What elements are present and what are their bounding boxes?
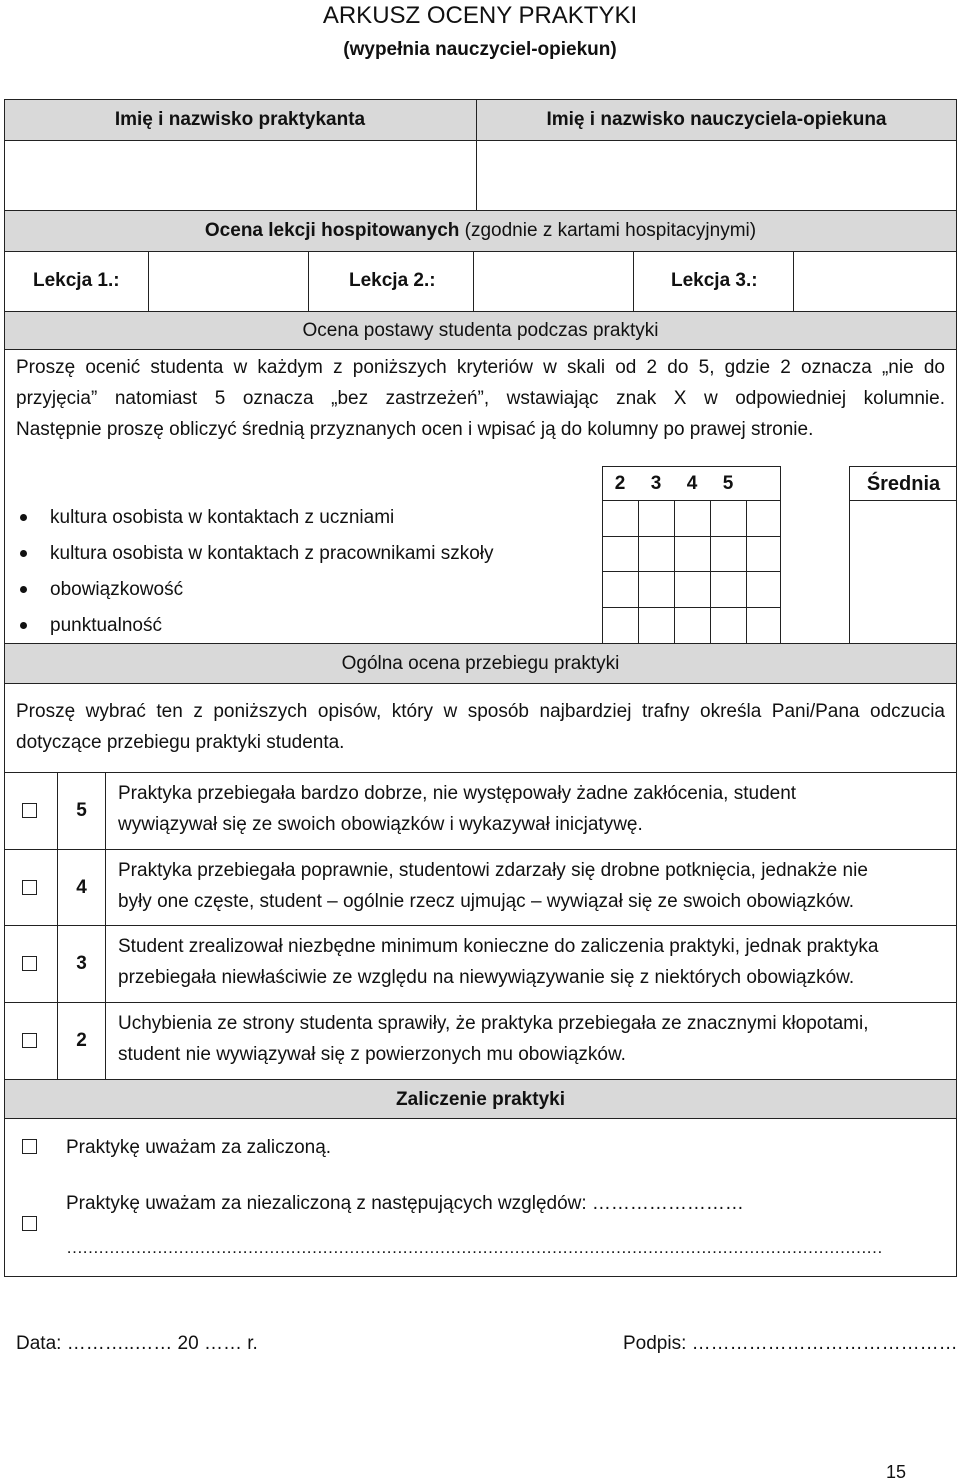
- bullet-icon: [20, 622, 27, 629]
- teacher-name-field[interactable]: [478, 142, 955, 208]
- criterion-1-grade-3-cell[interactable]: [640, 502, 673, 535]
- criterion-1-grade-4-cell[interactable]: [676, 502, 709, 535]
- criterion-3-grade-3-cell[interactable]: [640, 573, 673, 606]
- option-4-text-line-1: Praktyka przebiegała poprawnie, studentowi zdarzały się drobne potknięcia, jednakże nie: [118, 860, 868, 881]
- criterion-2-grade-3-cell[interactable]: [640, 538, 673, 570]
- bullet-icon: [20, 586, 27, 593]
- bullet-icon: [20, 550, 27, 557]
- criterion-1-grade-2-cell[interactable]: [604, 502, 637, 535]
- option-3-text-line-1: Student zrealizował niezbędne minimum konieczne do zaliczenia praktyki, jednak praktyka: [118, 936, 879, 957]
- criterion-2-grade-2-cell[interactable]: [604, 538, 637, 570]
- option-3-text-line-2: przebiegała niewłaściwie ze względu na niewywiązywanie się z niektórych obowiązków.: [118, 967, 855, 988]
- overall-title: Ogólna ocena przebiegu praktyki: [341, 653, 620, 674]
- failed-reason-label: Praktykę uważam za niezaliczoną z następujących względów: ……………………: [66, 1193, 744, 1214]
- overall-instruction-2: dotyczące przebiegu praktyki studenta.: [16, 732, 345, 753]
- option-5-checkbox[interactable]: [22, 803, 37, 818]
- page-number: 15: [886, 1462, 907, 1482]
- option-2-text-line-1: Uchybienia ze strony studenta sprawiły, że praktyka przebiegała ze znacznymi kłopotami,: [118, 1013, 869, 1034]
- option-2-checkbox[interactable]: [22, 1033, 37, 1048]
- attitude-instruction-1: Proszę ocenić studenta w każdym z poniższych kryteriów w skali od 2 do 5, gdzie 2 oznacza „nie do: [16, 357, 945, 378]
- lessons-title: Ocena lekcji hospitowanych (zgodnie z kartami hospitacyjnymi): [204, 220, 757, 241]
- criterion-4-grade-3-cell[interactable]: [640, 609, 673, 642]
- scale-4-header: 4: [686, 473, 698, 494]
- failed-reason-line[interactable]: ………………………………………………………………………………………………………………………………………: [66, 1238, 882, 1257]
- page-title: ARKUSZ OCENY PRAKTYKI: [322, 2, 638, 29]
- criterion-3-label: obowiązkowość: [50, 579, 184, 600]
- criterion-4-grade-2-cell[interactable]: [604, 609, 637, 642]
- scale-5-header: 5: [722, 473, 734, 494]
- criterion-3-grade-4-cell[interactable]: [676, 573, 709, 606]
- attitude-instruction-2: przyjęcia” natomiast 5 oznacza „bez zastrzeżeń”, wstawiając znak X w odpowiedniej kolumnie.: [16, 388, 945, 409]
- criterion-4-grade-5-cell[interactable]: [712, 609, 745, 642]
- average-field[interactable]: [851, 502, 955, 642]
- scale-3-header: 3: [650, 473, 662, 494]
- bullet-icon: [20, 514, 27, 521]
- criterion-1-label: kultura osobista w kontaktach z uczniami: [50, 507, 395, 528]
- option-2-grade: 2: [76, 1030, 87, 1051]
- criterion-3-grade-2-cell[interactable]: [604, 573, 637, 606]
- option-2-text-line-2: student nie wywiązywał się z powierzonych mu obowiązków.: [118, 1044, 626, 1065]
- lesson-3-field[interactable]: [796, 253, 955, 311]
- option-4-text-line-2: były one częste, student – ogólnie rzecz ujmując – wywiązał się ze swoich obowiązków.: [118, 891, 855, 912]
- criterion-1-grade-5-cell[interactable]: [712, 502, 745, 535]
- average-header: Średnia: [866, 473, 941, 495]
- passed-checkbox[interactable]: [22, 1139, 37, 1154]
- failed-checkbox[interactable]: [22, 1216, 37, 1231]
- option-5-text-line-2: wywiązywał się ze swoich obowiązków i wykazywał inicjatywę.: [118, 814, 643, 835]
- criterion-4-label: punktualność: [50, 615, 162, 636]
- criterion-2-grade-5-cell[interactable]: [712, 538, 745, 570]
- option-4-grade: 4: [76, 877, 87, 898]
- scale-2-header: 2: [614, 473, 626, 494]
- lesson-1-field[interactable]: [150, 253, 305, 311]
- option-5-text-line-1: Praktyka przebiegała bardzo dobrze, nie występowały żadne zakłócenia, student: [118, 783, 797, 804]
- signature-field[interactable]: Podpis: ……………………………………: [623, 1333, 958, 1354]
- option-5-grade: 5: [76, 800, 87, 821]
- criterion-2-grade-4-cell[interactable]: [676, 538, 709, 570]
- page-subtitle: (wypełnia nauczyciel-opiekun): [343, 39, 617, 60]
- lesson-3-label: Lekcja 3.:: [671, 270, 758, 291]
- completion-title: Zaliczenie praktyki: [396, 1089, 565, 1110]
- option-3-grade: 3: [76, 953, 87, 974]
- criterion-3-grade-5-cell[interactable]: [712, 573, 745, 606]
- attitude-instruction-3: Następnie proszę obliczyć średnią przyznanych ocen i wpisać ją do kolumny po prawej stronie.: [16, 419, 814, 440]
- teacher-name-label: Imię i nazwisko nauczyciela-opiekuna: [546, 109, 887, 130]
- option-3-checkbox[interactable]: [22, 956, 37, 971]
- lesson-1-label: Lekcja 1.:: [33, 270, 120, 291]
- option-4-checkbox[interactable]: [22, 880, 37, 895]
- lesson-2-label: Lekcja 2.:: [349, 270, 436, 291]
- criterion-4-grade-4-cell[interactable]: [676, 609, 709, 642]
- passed-label: Praktykę uważam za zaliczoną.: [66, 1137, 332, 1158]
- criterion-2-label: kultura osobista w kontaktach z pracownikami szkoły: [50, 543, 494, 564]
- attitude-title: Ocena postawy studenta podczas praktyki: [302, 320, 659, 341]
- student-name-field[interactable]: [6, 142, 474, 208]
- student-name-label: Imię i nazwisko praktykanta: [114, 109, 366, 130]
- lesson-2-field[interactable]: [475, 253, 630, 311]
- overall-instruction-1: Proszę wybrać ten z poniższych opisów, który w sposób najbardziej trafny określa Pani/Pana odczucia: [16, 701, 945, 722]
- date-field[interactable]: Data: ………..…… 20 …… r.: [16, 1333, 258, 1354]
